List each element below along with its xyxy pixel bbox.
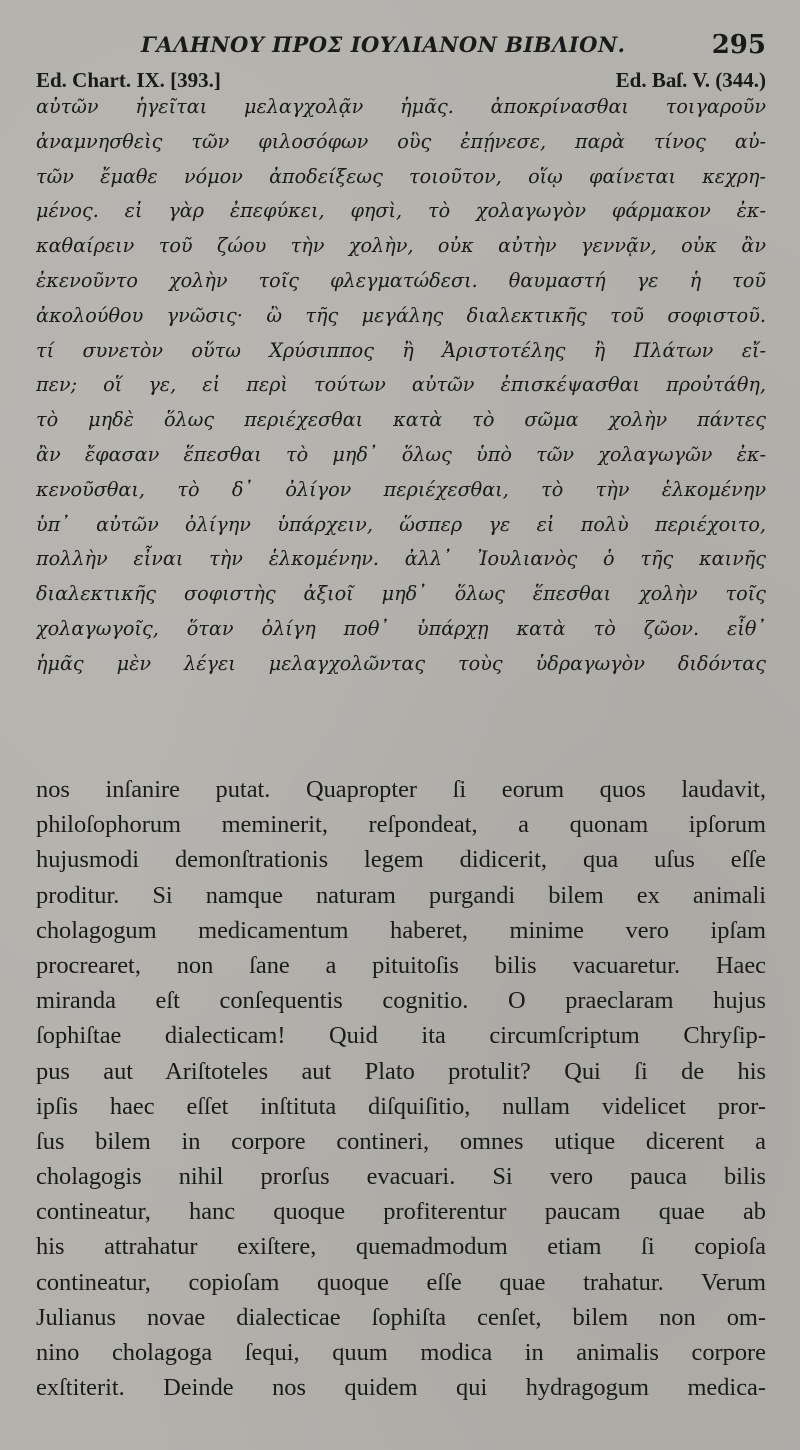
latin-line: exſtiterit. Deinde nos quidem qui hydragogum medica-	[36, 1374, 766, 1402]
greek-line: μένος. εἰ γὰρ ἐπεφύκει, φησὶ, τὸ χολαγωγὸν φάρμακον ἐκ-	[36, 199, 766, 223]
greek-line: τῶν ἔμαθε νόμον ἀποδείξεως τοιοῦτον, οἵῳ φαίνεται κεχρη-	[36, 164, 766, 188]
latin-line: cholagogum medicamentum haberet, minime vero ipſam	[36, 916, 766, 944]
latin-line: miranda eſt conſequentis cognitio. O praeclaram hujus	[36, 987, 766, 1015]
greek-line: αὐτῶν ἡγεῖται μελαγχολᾷν ἡμᾶς. ἀποκρίνασθαι τοιγαροῦν	[36, 95, 766, 118]
latin-line: ſophiſtae dialecticam! Quid ita circumſcriptum Chryſip-	[36, 1022, 766, 1050]
greek-line: πολλὴν εἶναι τὴν ἑλκομένην. ἀλλ᾽ Ἰουλιανὸς ὁ τῆς καινῆς	[36, 547, 766, 571]
greek-line: χολαγωγοῖς, ὅταν ὀλίγη ποθ᾽ ὑπάρχῃ κατὰ τὸ ζῶον. εἶθ᾽	[36, 616, 766, 640]
latin-line: contineatur, hanc quoque profiterentur paucam quae ab	[36, 1198, 766, 1226]
greek-line: ἀναμνησθεὶς τῶν φιλοσόφων οὓς ἐπῄνεσε, παρὰ τίνος αὐ-	[36, 129, 766, 153]
greek-line: τὸ μηδὲ ὅλως περιέχεσθαι κατὰ τὸ σῶμα χολὴν πάντες	[36, 408, 766, 432]
greek-line: τί συνετὸν οὕτω Χρύσιππος ἢ Ἀριστοτέλης ἢ Πλάτων εἴ-	[36, 338, 766, 362]
latin-line: philoſophorum meminerit, reſpondeat, a quonam ipſorum	[36, 811, 766, 839]
latin-line: proditur. Si namque naturam purgandi bilem ex animali	[36, 881, 766, 909]
greek-line: πεν; οἵ γε, εἰ περὶ τούτων αὐτῶν ἐπισκέψασθαι προὐτάθη,	[36, 373, 766, 397]
greek-line: ἡμᾶς μὲν λέγει μελαγχολῶντας τοὺς ὑδραγωγὸν διδόντας	[36, 651, 766, 675]
latin-line: pus aut Ariſtoteles aut Plato protulit? Qui ſi de his	[36, 1057, 766, 1085]
greek-line: ἀκολούθου γνῶσις· ὢ τῆς μεγάλης διαλεκτικῆς τοῦ σοφιστοῦ.	[36, 303, 766, 327]
greek-line: κενοῦσθαι, τὸ δ᾽ ὀλίγον περιέχεσθαι, τὸ τὴν ἑλκομένην	[36, 477, 766, 501]
latin-line: contineatur, copioſam quoque eſſe quae trahatur. Verum	[36, 1268, 766, 1296]
latin-line: Julianus novae dialecticae ſophiſta cenſet, bilem non om-	[36, 1303, 766, 1331]
latin-line: cholagogis nihil prorſus evacuari. Si vero pauca bilis	[36, 1163, 766, 1191]
greek-line: ἂν ἔφασαν ἕπεσθαι τὸ μηδ᾽ ὅλως ὑπὸ τῶν χολαγωγῶν ἐκ-	[36, 442, 766, 466]
latin-line: his attrahatur exiſtere, quemadmodum etiam ſi copioſa	[36, 1233, 766, 1261]
greek-line: ὑπ᾽ αὐτῶν ὀλίγην ὑπάρχειν, ὥσπερ γε εἰ πολὺ περιέχοιτο,	[36, 512, 766, 536]
latin-text-block	[36, 772, 766, 1405]
latin-line: hujusmodi demonſtrationis legem didicerit, qua uſus eſſe	[36, 846, 766, 874]
latin-line: procrearet, non ſane a pituitoſis bilis vacuaretur. Haec	[36, 951, 766, 979]
page-number: 295	[711, 30, 766, 60]
latin-line: nino cholagoga ſequi, quum modica in animalis corpore	[36, 1339, 766, 1366]
edition-ref-chartier: Ed. Chart. IX. [393.]	[36, 68, 221, 92]
running-title: ΓΑΛΗΝΟΥ ΠΡΟΣ ΙΟΥΛΙΑΝΟΝ ΒΙΒΛΙΟΝ.	[141, 32, 626, 57]
greek-line: καθαίρειν τοῦ ζώου τὴν χολὴν, οὐκ αὐτὴν γεννᾷν, οὐκ ἂν	[36, 234, 766, 258]
latin-line: ipſis haec eſſet inſtituta diſquiſitio, nullam videlicet pror-	[36, 1092, 766, 1120]
greek-text-block	[36, 90, 766, 682]
latin-line: nos inſanire putat. Quapropter ſi eorum quos laudavit,	[36, 776, 766, 803]
edition-ref-basel: Ed. Baſ. V. (344.)	[615, 68, 766, 92]
greek-line: ἐκενοῦντο χολὴν τοῖς φλεγματώδεσι. θαυμαστή γε ἡ τοῦ	[36, 268, 766, 292]
greek-line: διαλεκτικῆς σοφιστὴς ἀξιοῖ μηδ᾽ ὅλως ἕπεσθαι χολὴν τοῖς	[36, 582, 766, 606]
running-head	[36, 28, 766, 64]
latin-line: ſus bilem in corpore contineri, omnes utique dicerent a	[36, 1127, 766, 1155]
